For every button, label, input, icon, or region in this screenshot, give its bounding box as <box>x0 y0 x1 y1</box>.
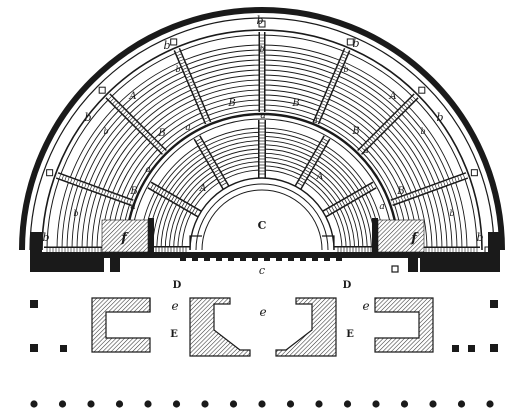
pulpitum-niche <box>192 257 198 261</box>
label-B-1: B <box>158 128 166 139</box>
pulpitum-niche <box>300 257 306 261</box>
right-central-niche <box>276 298 336 356</box>
colonnade-column <box>315 400 322 407</box>
pulpitum-niche <box>252 257 258 261</box>
pulpitum-niche <box>336 257 342 261</box>
colonnade-column <box>258 400 265 407</box>
label-b-right: b <box>436 111 444 124</box>
label-b-bl: b <box>42 231 50 244</box>
right-hatched-hall <box>378 220 424 252</box>
right-stage-block <box>420 258 500 272</box>
label-A-upper-left: A <box>129 91 137 102</box>
vomitorium-door <box>47 170 53 176</box>
label-b-inner-r: b <box>343 65 349 74</box>
pulpitum-niche <box>180 257 186 261</box>
label-b-ur: b <box>352 37 360 50</box>
label-e-left: e <box>171 299 179 313</box>
colonnade-column <box>173 400 180 407</box>
label-e-center: e <box>259 305 267 319</box>
colonnade-column <box>230 400 237 407</box>
stage-small-pier <box>392 266 398 272</box>
right-parodos-wall <box>372 218 378 252</box>
left-end-pier <box>30 232 42 258</box>
label-B-4: B <box>352 126 360 137</box>
colonnade-column <box>201 400 208 407</box>
label-b-top: b <box>256 14 264 27</box>
label-b-inner-bl: b <box>73 209 79 218</box>
label-b-inner-l: b <box>175 65 181 74</box>
pulpitum-niche <box>204 257 210 261</box>
pulpitum-niche <box>216 257 222 261</box>
label-E-right: E <box>346 329 354 340</box>
vomitorium-door <box>419 87 425 93</box>
pulpitum-niche <box>240 257 246 261</box>
left-stage-pier <box>110 258 120 272</box>
label-a-4: a <box>145 165 151 175</box>
label-D-left: D <box>172 280 182 291</box>
label-b-br: b <box>476 231 484 244</box>
square-pillar <box>30 300 38 308</box>
vomitorium-door <box>99 87 105 93</box>
left-scena-wall <box>92 298 150 352</box>
label-b-inner-ll: b <box>103 127 109 136</box>
stage-building <box>30 218 500 356</box>
label-e-right: e <box>362 299 370 313</box>
label-f-right: f <box>411 231 417 246</box>
label-C: C <box>257 219 267 232</box>
label-a-5: a <box>363 146 369 156</box>
right-scena-wall <box>375 298 433 352</box>
colonnade-column <box>59 400 66 407</box>
label-B-3: B <box>292 98 300 109</box>
colonnade-column <box>372 400 379 407</box>
pulpitum-niche <box>228 257 234 261</box>
square-pillar <box>490 300 498 308</box>
colonnade-column <box>486 400 493 407</box>
right-stage-pier <box>408 258 418 272</box>
colonnade-column <box>344 400 351 407</box>
label-E-left: E <box>170 329 178 340</box>
colonnade-column <box>287 400 294 407</box>
colonnade-column <box>401 400 408 407</box>
label-b-inner-rr: b <box>420 127 426 136</box>
colonnade-column <box>116 400 123 407</box>
colonnade-column <box>429 400 436 407</box>
pulpitum-niche <box>288 257 294 261</box>
label-A-upper-right: A <box>389 91 397 102</box>
label-a-6: a <box>130 202 136 212</box>
pulpitum-niche <box>312 257 318 261</box>
label-A-lower-left: A <box>199 184 207 194</box>
label-D-right: D <box>342 280 352 291</box>
pulpitum-niche <box>324 257 330 261</box>
label-b-ul: b <box>163 39 171 52</box>
label-B-6: B <box>397 186 405 197</box>
label-b-inner-top: b <box>259 45 265 54</box>
label-a-1: a <box>260 111 266 121</box>
pulpitum-niche <box>264 257 270 261</box>
right-end-pier <box>488 232 500 258</box>
orchestra <box>190 178 334 250</box>
label-a-2: a <box>185 123 191 133</box>
colonnade-column <box>144 400 151 407</box>
vomitorium-door <box>171 39 177 45</box>
label-b-inner-br: b <box>449 209 455 218</box>
portico-pier <box>452 345 459 352</box>
colonnade-column <box>30 400 37 407</box>
label-A-lower-right: A <box>316 172 324 182</box>
portico-pier <box>468 345 475 352</box>
left-parodos-wall <box>148 218 154 252</box>
label-b-left: b <box>84 111 92 124</box>
left-central-niche <box>190 298 250 356</box>
colonnade-column <box>458 400 465 407</box>
colonnade-column <box>87 400 94 407</box>
label-B-5: B <box>130 186 138 197</box>
left-stage-block <box>30 258 104 272</box>
square-pillar <box>490 344 498 352</box>
label-a-3: a <box>312 116 318 126</box>
label-a-7: a <box>379 202 385 212</box>
label-c: c <box>258 264 266 277</box>
square-pillar <box>30 344 38 352</box>
pulpitum-niche <box>276 257 282 261</box>
vomitorium-door <box>471 170 477 176</box>
portico-pier <box>60 345 67 352</box>
label-B-2: B <box>228 98 236 109</box>
orchestra-edge <box>190 178 334 250</box>
label-f-left: f <box>121 231 127 246</box>
